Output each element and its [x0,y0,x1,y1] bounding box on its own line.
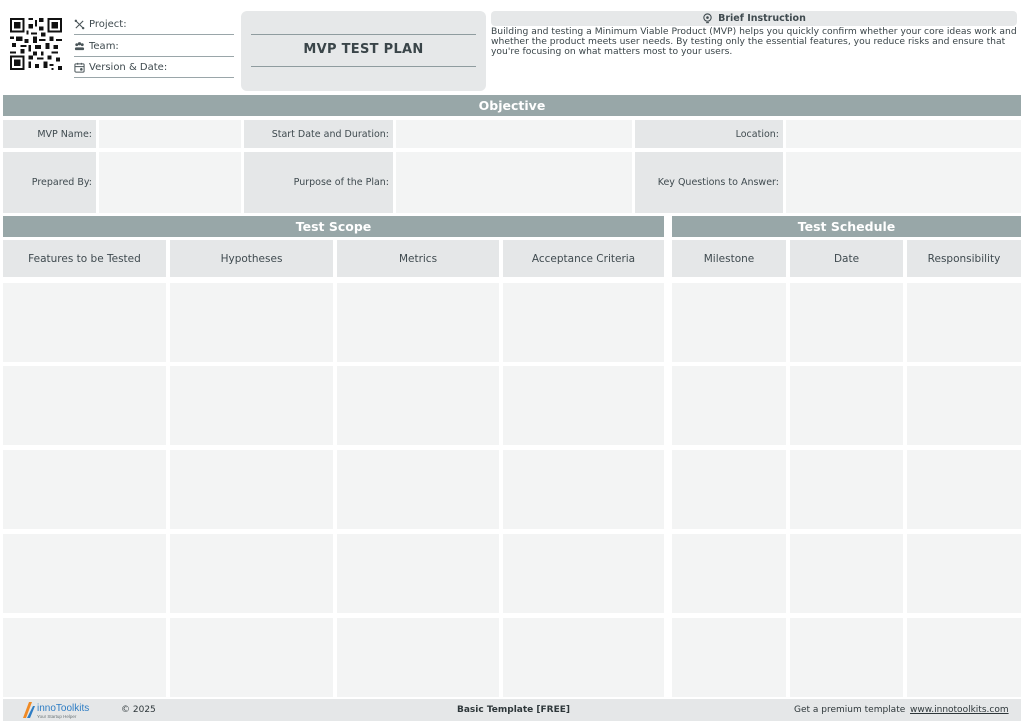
cell-acceptance-criteria-row-2[interactable] [503,366,664,445]
template-label: Basic Template [FREE] [457,705,571,715]
project-icon [74,19,85,30]
cell-hypotheses-row-4[interactable] [170,534,333,613]
location-input[interactable] [786,120,1021,148]
key-questions-label: Key Questions to Answer: [635,152,783,213]
cell-hypotheses-row-5[interactable] [170,618,333,697]
instruction-header [491,11,1017,26]
title-rule-top [251,34,476,35]
qr-code-icon [10,18,62,70]
cell-features-row-3[interactable] [3,450,166,529]
cell-date-row-2[interactable] [790,366,903,445]
cell-metrics-row-4[interactable] [337,534,499,613]
cell-date-row-3[interactable] [790,450,903,529]
purpose-label: Purpose of the Plan: [244,152,393,213]
instruction-title: Brief Instruction [718,13,806,24]
title-rule-bottom [251,66,476,67]
cell-metrics-row-1[interactable] [337,283,499,362]
cell-milestone-row-4[interactable] [672,534,786,613]
cell-responsibility-row-4[interactable] [907,534,1021,613]
cell-hypotheses-row-3[interactable] [170,450,333,529]
footer [3,699,1021,721]
objective-bar: Objective [3,95,1021,116]
cell-acceptance-criteria-row-5[interactable] [503,618,664,697]
copyright: © 2025 [121,705,156,715]
test-scope-bar: Test Scope [3,216,664,237]
cell-metrics-row-5[interactable] [337,618,499,697]
cell-acceptance-criteria-row-1[interactable] [503,283,664,362]
svg-text:Your Startup Helper: Your Startup Helper [37,714,77,719]
cell-features-row-1[interactable] [3,283,166,362]
cell-hypotheses-row-1[interactable] [170,283,333,362]
cell-acceptance-criteria-row-3[interactable] [503,450,664,529]
cell-date-row-4[interactable] [790,534,903,613]
cell-metrics-row-2[interactable] [337,366,499,445]
cell-milestone-row-1[interactable] [672,283,786,362]
start-date-label: Start Date and Duration: [244,120,393,148]
premium-text: Get a premium template [794,705,906,715]
cell-features-row-2[interactable] [3,366,166,445]
start-date-input[interactable] [396,120,632,148]
project-label: Project: [89,19,127,30]
title-box [241,11,486,91]
innotoolkits-logo [21,700,109,720]
lightbulb-icon [702,13,713,24]
key-questions-input[interactable] [786,152,1021,213]
cell-responsibility-row-1[interactable] [907,283,1021,362]
version-date-label: Version & Date: [89,62,168,73]
cell-milestone-row-5[interactable] [672,618,786,697]
calendar-icon [74,62,85,73]
col-acceptance-criteria: Acceptance Criteria [503,240,664,277]
page-title: MVP TEST PLAN [303,42,424,57]
team-field[interactable] [74,37,234,57]
cell-date-row-1[interactable] [790,283,903,362]
col-features: Features to be Tested [3,240,166,277]
col-hypotheses: Hypotheses [170,240,333,277]
svg-text:innoToolkits: innoToolkits [37,703,90,714]
purpose-input[interactable] [396,152,632,213]
cell-features-row-4[interactable] [3,534,166,613]
cell-acceptance-criteria-row-4[interactable] [503,534,664,613]
cell-responsibility-row-5[interactable] [907,618,1021,697]
cell-hypotheses-row-2[interactable] [170,366,333,445]
cell-metrics-row-3[interactable] [337,450,499,529]
col-date: Date [790,240,903,277]
prepared-by-label: Prepared By: [3,152,96,213]
cell-milestone-row-2[interactable] [672,366,786,445]
team-icon [74,41,85,52]
cell-milestone-row-3[interactable] [672,450,786,529]
cell-responsibility-row-2[interactable] [907,366,1021,445]
mvp-name-input[interactable] [99,120,241,148]
version-date-field[interactable] [74,58,234,78]
prepared-by-input[interactable] [99,152,241,213]
col-metrics: Metrics [337,240,499,277]
mvp-name-label: MVP Name: [3,120,96,148]
col-responsibility: Responsibility [907,240,1021,277]
project-field[interactable] [74,15,234,35]
website-link[interactable]: www.innotoolkits.com [910,705,1009,715]
instruction-text: Building and testing a Minimum Viable Product (MVP) helps you quickly confirm whether your core ideas work and whether the product meets user needs. By testing only the essential features, you reduce risks and ensure that you're focusing on what matters most to your users. [491,26,1017,57]
location-label: Location: [635,120,783,148]
cell-date-row-5[interactable] [790,618,903,697]
col-milestone: Milestone [672,240,786,277]
team-label: Team: [89,41,119,52]
test-schedule-bar: Test Schedule [672,216,1021,237]
cell-responsibility-row-3[interactable] [907,450,1021,529]
cell-features-row-5[interactable] [3,618,166,697]
